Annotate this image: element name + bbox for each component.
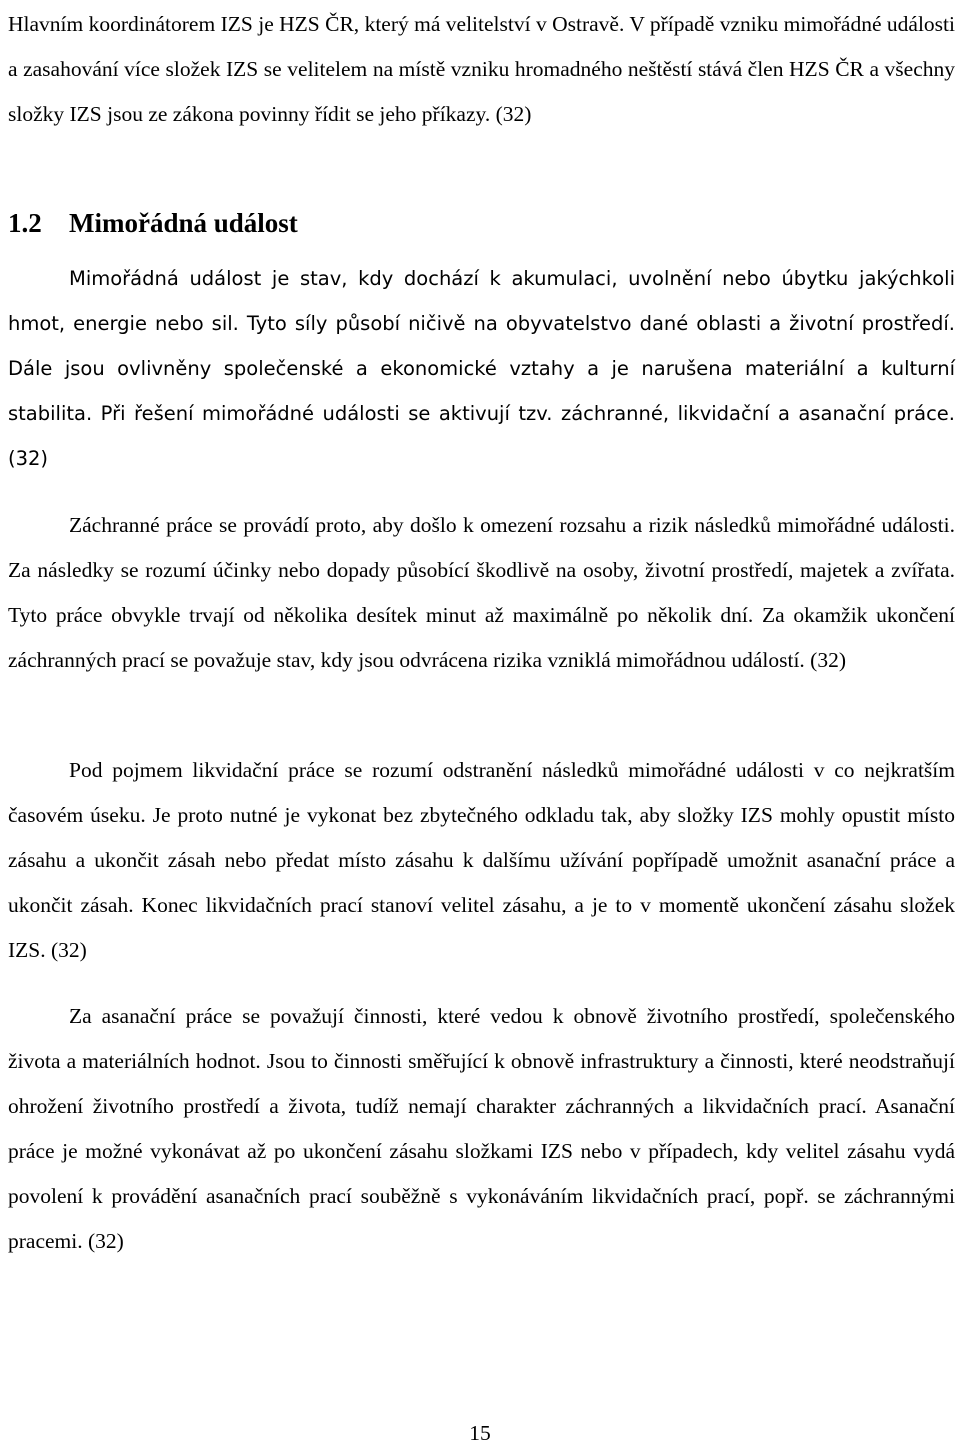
page-number: 15 [469, 1421, 491, 1445]
section-title: Mimořádná událost [69, 208, 298, 238]
section-number: 1.2 [8, 208, 42, 238]
paragraph-sanitation-work: Za asanační práce se považují činnosti, které vedou k obnově životního prostředí, společenského života a materiálních hodnot. Jsou to činnosti směřující k obnově infrastruktury a činnosti, které neodstraňují ohrožení životního prostředí a života, tudíž nemají charakter záchranných a likvidačních prací. Asanační práce je možné vykonávat až po ukončení zásahu složkami IZS nebo v případech, kdy velitel zásahu vydá povolení k provádění asanačních prací souběžně s vykonáváním likvidačních prací, popř. se záchrannými pracemi. (32) [8, 1004, 955, 1253]
paragraph-izs-coordinator: Hlavním koordinátorem IZS je HZS ČR, který má velitelství v Ostravě. V případě vzniku mimořádné události a zasahování více složek IZS se velitelem na místě vzniku hromadného neštěstí stává člen HZS ČR a všechny složky IZS jsou ze zákona povinny řídit se jeho příkazy. (32) [8, 12, 955, 126]
paragraph-emergency-definition: Mimořádná událost je stav, kdy dochází k akumulaci, uvolnění nebo úbytku jakýchkoli hmot, energie nebo sil. Tyto síly působí ničivě na obyvatelstvo dané oblasti a životní prostředí. Dále jsou ovlivněny společenské a ekonomické vztahy a je narušena materiální a kulturní stabilita. Při řešení mimořádné události se aktivují tzv. záchranné, likvidační a asanační práce. (32) [8, 267, 955, 470]
section-heading [8, 199, 298, 247]
paragraph-rescue-work: Záchranné práce se provádí proto, aby došlo k omezení rozsahu a rizik následků mimořádné události. Za následky se rozumí účinky nebo dopady působící škodlivě na osoby, životní prostředí, majetek a zvířata. Tyto práce obvykle trvají od několika desítek minut až maximálně po několik dní. Za okamžik ukončení záchranných prací se považuje stav, kdy jsou odvrácena rizika vzniklá mimořádnou událostí. (32) [8, 513, 955, 672]
paragraph-liquidation-work: Pod pojmem likvidační práce se rozumí odstranění následků mimořádné události v co nejkratším časovém úseku. Je proto nutné je vykonat bez zbytečného odkladu tak, aby složky IZS mohly opustit místo zásahu a ukončit zásah nebo předat místo zásahu k dalšímu užívání popřípadě umožnit asanační práce a ukončit zásah. Konec likvidačních prací stanoví velitel zásahu, a je to v momentě ukončení zásahu složek IZS. (32) [8, 758, 955, 962]
